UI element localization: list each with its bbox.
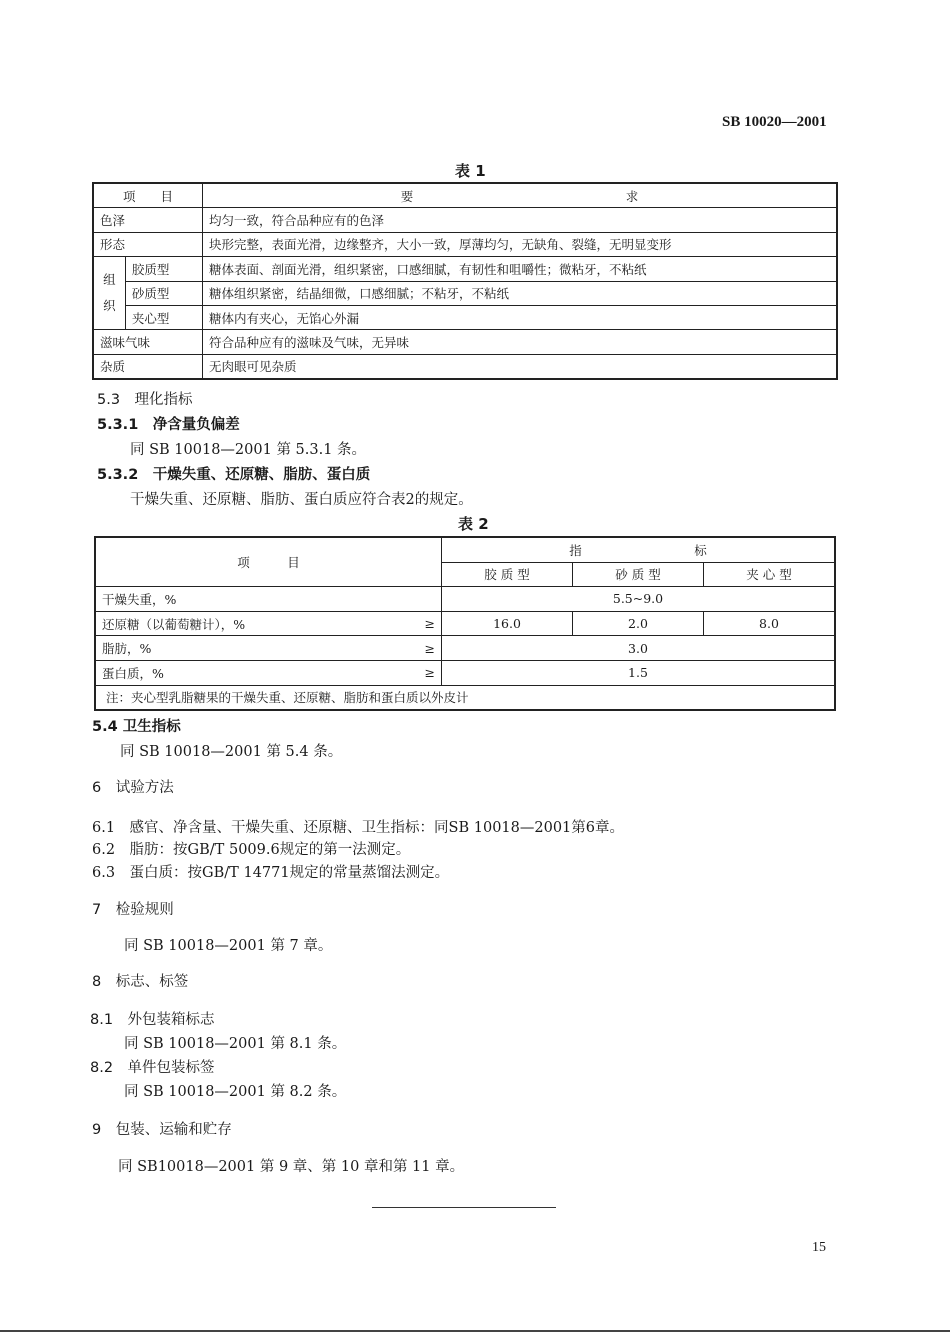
section-6-2-text: 6.2 脂肪：按GB/T 5009.6规定的第一法测定。	[92, 842, 411, 858]
section-5-3-1-text: 同 SB 10018—2001 第 5.3.1 条。	[130, 442, 367, 458]
table-row	[93, 305, 837, 329]
table1	[92, 182, 838, 380]
table-row	[93, 183, 837, 208]
table1-cell-req: 符合品种应有的滋味及气味，无异味	[203, 330, 838, 354]
table-row	[93, 208, 837, 232]
table2-cell-item: 还原糖（以葡萄糖计），%	[95, 611, 409, 636]
section-9-title: 9 包装、运输和贮存	[92, 1122, 232, 1138]
table2-cell-value: 2.0	[573, 611, 704, 636]
table1-cell-item: 杂质	[93, 354, 203, 379]
table-row	[93, 330, 837, 354]
table1-cell-item: 形态	[93, 232, 203, 256]
standard-code: SB 10020—2001	[722, 114, 827, 130]
table2-cell-value: 8.0	[704, 611, 836, 636]
section-8-title: 8 标志、标签	[92, 974, 189, 990]
table1-cell-item: 夹心型	[125, 305, 202, 329]
table2-cell-value: 5.5~9.0	[442, 587, 836, 612]
table1-group-label: 组织	[93, 257, 125, 330]
section-7-title: 7 检验规则	[92, 902, 174, 918]
table-row	[95, 537, 835, 562]
end-rule	[372, 1207, 556, 1208]
table2-cell-op	[409, 587, 442, 612]
table2-caption: 表 2	[458, 515, 489, 533]
table1-head-req: 要 求	[203, 183, 838, 208]
section-5-4-title: 5.4 卫生指标	[92, 719, 181, 735]
section-5-3-1-title: 5.3.1 净含量负偏差	[97, 417, 240, 433]
table1-cell-req: 块形完整，表面光滑，边缘整齐，大小一致，厚薄均匀，无缺角、裂缝，无明显变形	[203, 232, 838, 256]
table2	[94, 536, 836, 711]
table-row	[95, 636, 835, 661]
table2-cell-op: ≥	[409, 660, 442, 685]
table-row	[95, 587, 835, 612]
section-5-3-2-text: 干燥失重、还原糖、脂肪、蛋白质应符合表2的规定。	[130, 492, 473, 508]
table1-cell-req: 均匀一致，符合品种应有的色泽	[203, 208, 838, 232]
section-8-1-title: 8.1 外包装箱标志	[90, 1012, 215, 1028]
table1-cell-item: 色泽	[93, 208, 203, 232]
table-row	[93, 281, 837, 305]
table-row	[95, 660, 835, 685]
section-5-4-text: 同 SB 10018—2001 第 5.4 条。	[120, 744, 343, 760]
table-row	[95, 611, 835, 636]
table2-head-col: 胶 质 型	[442, 562, 573, 587]
table2-note: 注：夹心型乳脂糖果的干燥失重、还原糖、脂肪和蛋白质以外皮计	[95, 685, 835, 710]
table1-head-item: 项 目	[93, 183, 203, 208]
section-5-3-2-title: 5.3.2 干燥失重、还原糖、脂肪、蛋白质	[97, 467, 371, 483]
table2-cell-op: ≥	[409, 636, 442, 661]
table-row	[93, 354, 837, 379]
table2-head-item: 项 目	[95, 537, 442, 587]
table1-caption: 表 1	[455, 162, 486, 180]
table1-cell-item: 砂质型	[125, 281, 202, 305]
section-6-title: 6 试验方法	[92, 780, 174, 796]
table2-head-index: 指 标	[442, 537, 836, 562]
table2-cell-value: 3.0	[442, 636, 836, 661]
scan-edge-line	[0, 1330, 950, 1332]
table2-cell-item: 干燥失重，%	[95, 587, 409, 612]
section-8-1-text: 同 SB 10018—2001 第 8.1 条。	[124, 1036, 347, 1052]
table-row	[95, 685, 835, 710]
page-number: 15	[812, 1240, 826, 1255]
table1-cell-req: 糖体表面、剖面光滑，组织紧密，口感细腻，有韧性和咀嚼性；微粘牙，不粘纸	[203, 257, 838, 281]
table2-cell-item: 脂肪，%	[95, 636, 409, 661]
table2-cell-op: ≥	[409, 611, 442, 636]
section-7-text: 同 SB 10018—2001 第 7 章。	[124, 938, 333, 954]
table2-cell-value: 1.5	[442, 660, 836, 685]
table2-head-col: 夹 心 型	[704, 562, 836, 587]
table1-cell-req: 无肉眼可见杂质	[203, 354, 838, 379]
section-6-3-text: 6.3 蛋白质：按GB/T 14771规定的常量蒸馏法测定。	[92, 865, 450, 881]
table2-head-col: 砂 质 型	[573, 562, 704, 587]
table2-cell-item: 蛋白质，%	[95, 660, 409, 685]
section-5-3-title: 5.3 理化指标	[97, 392, 193, 408]
section-9-text: 同 SB10018—2001 第 9 章、第 10 章和第 11 章。	[118, 1159, 465, 1175]
table-row	[93, 232, 837, 256]
table-row	[93, 257, 837, 281]
section-8-2-text: 同 SB 10018—2001 第 8.2 条。	[124, 1084, 347, 1100]
section-6-1-text: 6.1 感官、净含量、干燥失重、还原糖、卫生指标：同SB 10018—2001第6章。	[92, 820, 625, 836]
table1-cell-item: 滋味气味	[93, 330, 203, 354]
section-8-2-title: 8.2 单件包装标签	[90, 1060, 215, 1076]
table1-cell-req: 糖体内有夹心，无馅心外漏	[203, 305, 838, 329]
table1-cell-req: 糖体组织紧密，结晶细微，口感细腻；不粘牙，不粘纸	[203, 281, 838, 305]
table2-cell-value: 16.0	[442, 611, 573, 636]
table1-cell-item: 胶质型	[125, 257, 202, 281]
